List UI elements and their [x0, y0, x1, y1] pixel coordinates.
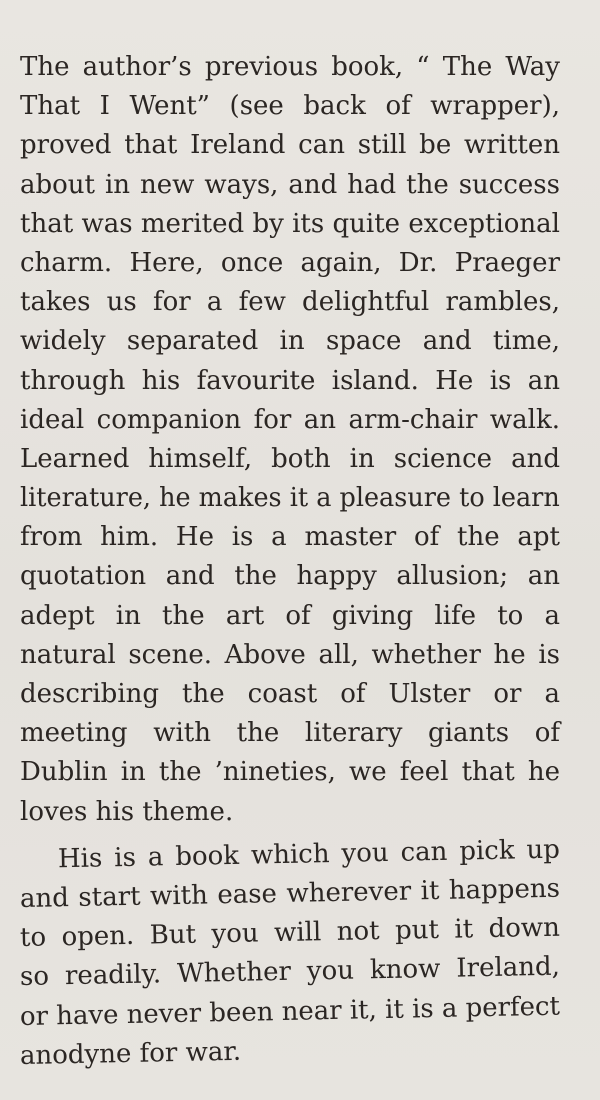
text-line: proved that Ireland can still be written [20, 130, 560, 161]
text-line: describing the coast of Ulster or a [20, 679, 560, 709]
text-line: That I Went” (see back of wrapper), [20, 91, 560, 122]
paragraph-2 [19, 834, 561, 1076]
paragraph-1 [20, 48, 560, 832]
text-line: from him. He is a master of the apt [20, 522, 560, 553]
text-line: widely separated in space and time, [20, 326, 560, 357]
text-line: through his favourite island. He is an [20, 365, 560, 396]
text-line: quotation and the happy allusion; an [20, 561, 560, 592]
text-line: meeting with the literary giants of [20, 718, 560, 749]
text-line: or have never been near it, it is a perfect [19, 991, 561, 1032]
text-line: The author’s previous book, “ The Way [20, 52, 560, 82]
text-line: takes us for a few delightful rambles, [20, 287, 560, 318]
text-line: about in new ways, and had the success [20, 169, 560, 200]
text-line: anodyne for war. [19, 1036, 242, 1071]
text-line: His is a book which you can pick up [57, 834, 561, 875]
text-line: loves his theme. [20, 796, 234, 827]
text-line: ideal companion for an arm-chair walk. [20, 404, 560, 435]
text-line: so readily. Whether you know Ireland, [19, 951, 561, 993]
text-line: charm. Here, once again, Dr. Praeger [20, 247, 560, 278]
text-line: and start with ease wherever it happens [19, 873, 561, 914]
text-line: Learned himself, both in science and [20, 443, 560, 474]
blurb-text [20, 48, 560, 1076]
text-line: that was merited by its quite exceptional [20, 208, 560, 239]
text-line: to open. But you will not put it down [19, 912, 561, 954]
text-line: Dublin in the ’nineties, we feel that he [20, 757, 560, 788]
text-line: natural scene. Above all, whether he is [20, 639, 560, 670]
text-line: adept in the art of giving life to a [20, 600, 560, 631]
text-line: literature, he makes it a pleasure to learn [20, 483, 560, 514]
